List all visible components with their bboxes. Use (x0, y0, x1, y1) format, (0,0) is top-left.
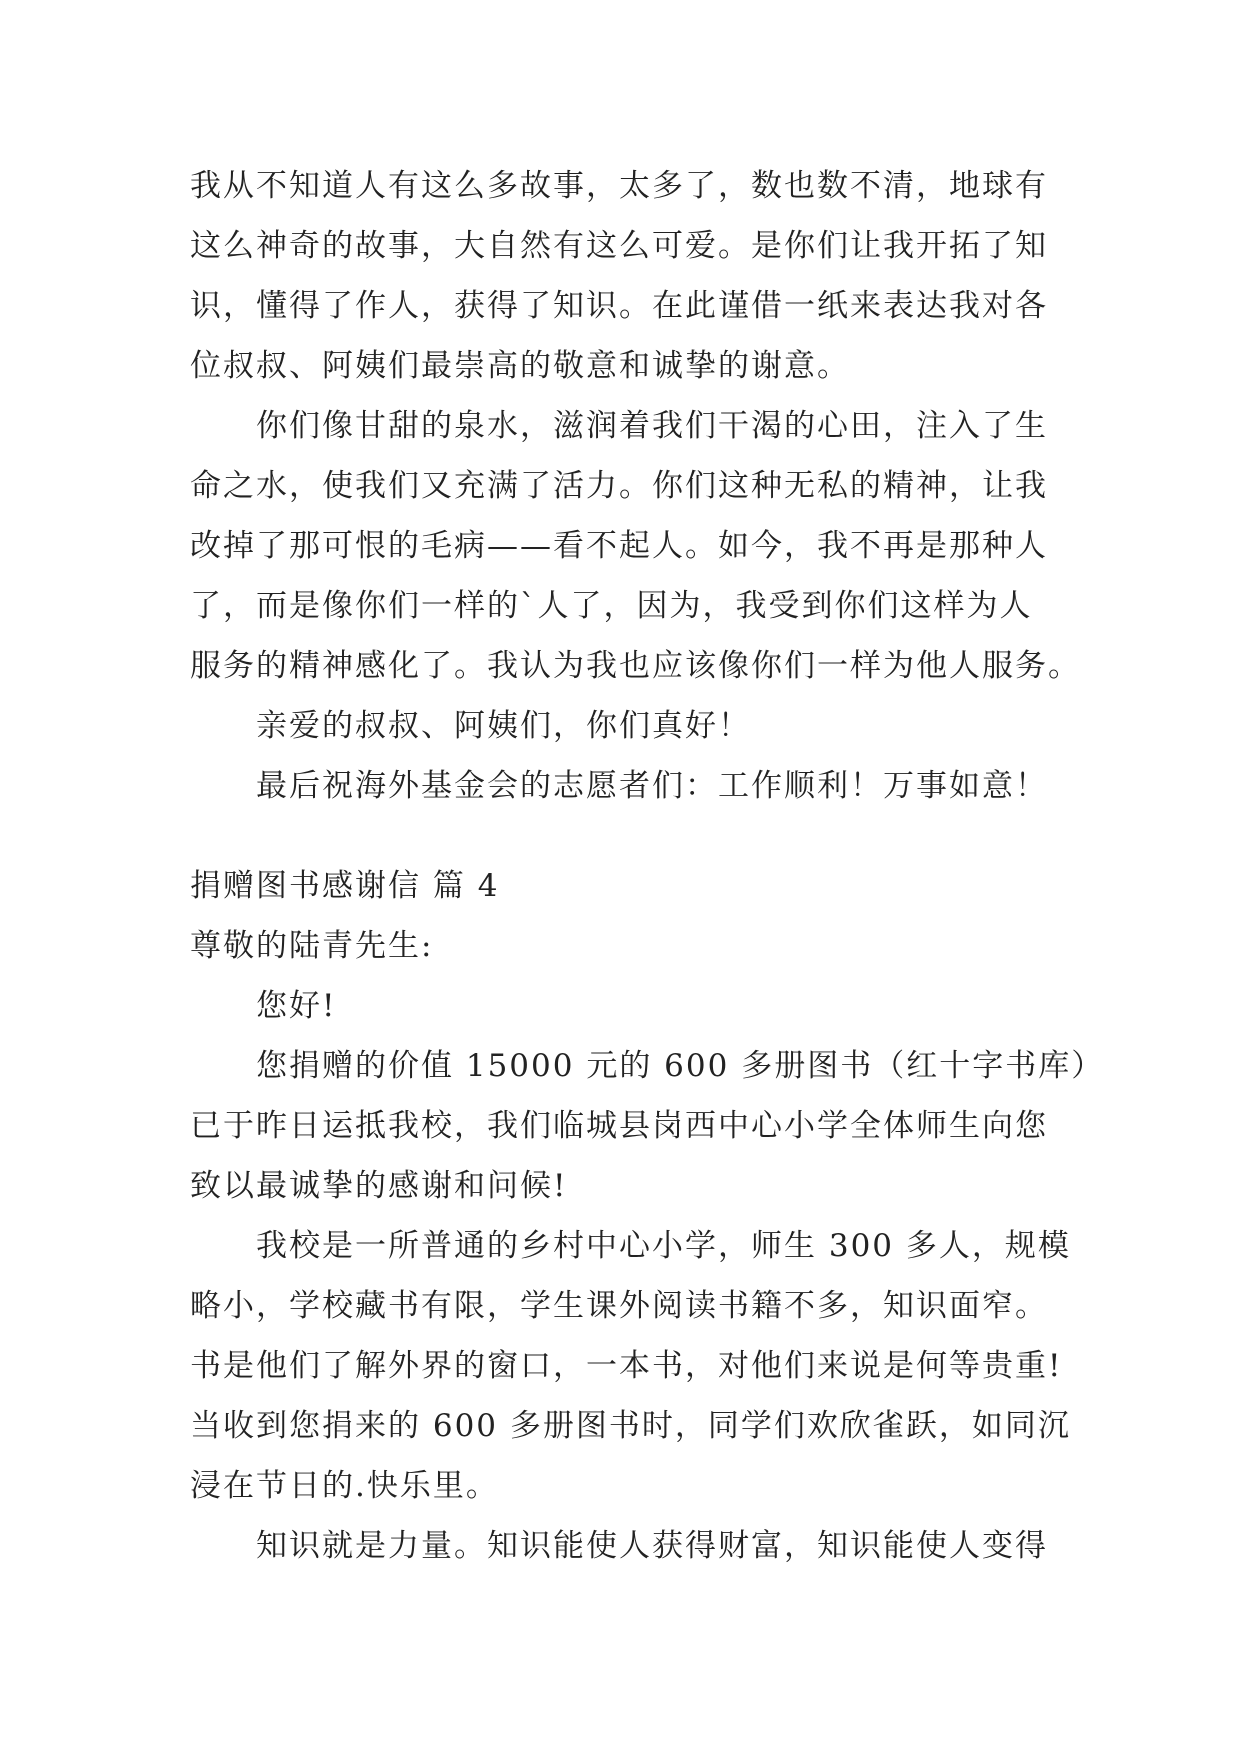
text-line: 我从不知道人有这么多故事，太多了，数也数不清，地球有 (190, 168, 1048, 204)
text-line: 亲爱的叔叔、阿姨们，你们真好！ (256, 708, 751, 744)
text-line: 略小，学校藏书有限，学生课外阅读书籍不多，知识面窄。 (190, 1288, 1048, 1324)
text-line: 已于昨日运抵我校，我们临城县岗西中心小学全体师生向您 (190, 1108, 1048, 1144)
section-title: 捐赠图书感谢信 篇 4 (190, 868, 500, 904)
text-line: 浸在节日的.快乐里。 (190, 1468, 499, 1504)
text-line: 改掉了那可恨的毛病——看不起人。如今，我不再是那种人 (190, 528, 1048, 564)
text-line: 知识就是力量。知识能使人获得财富，知识能使人变得 (256, 1528, 1048, 1564)
salutation: 尊敬的陆青先生: (190, 928, 434, 964)
text-line: 书是他们了解外界的窗口，一本书，对他们来说是何等贵重! (190, 1348, 1063, 1384)
text-line: 识，懂得了作人，获得了知识。在此谨借一纸来表达我对各 (190, 288, 1048, 324)
text-line: 你们像甘甜的泉水，滋润着我们干渴的心田，注入了生 (256, 408, 1048, 444)
text-line: 您捐赠的价值 15000 元的 600 多册图书（红十字书库） (256, 1048, 1105, 1084)
text-line: 致以最诚挚的感谢和问候! (190, 1168, 568, 1204)
text-line: 当收到您捐来的 600 多册图书时，同学们欢欣雀跃，如同沉 (190, 1408, 1071, 1444)
text-line: 命之水，使我们又充满了活力。你们这种无私的精神，让我 (190, 468, 1048, 504)
text-line: 我校是一所普通的乡村中心小学，师生 300 多人，规模 (256, 1228, 1071, 1264)
text-line: 服务的精神感化了。我认为我也应该像你们一样为他人服务。 (190, 648, 1081, 684)
text-line: 位叔叔、阿姨们最崇高的敬意和诚挚的谢意。 (190, 348, 850, 384)
text-line: 这么神奇的故事，大自然有这么可爱。是你们让我开拓了知 (190, 228, 1048, 264)
greeting: 您好! (256, 988, 337, 1024)
text-line: 了，而是像你们一样的`人了，因为，我受到你们这样为人 (190, 588, 1033, 624)
text-line: 最后祝海外基金会的志愿者们：工作顺利！万事如意！ (256, 768, 1048, 804)
